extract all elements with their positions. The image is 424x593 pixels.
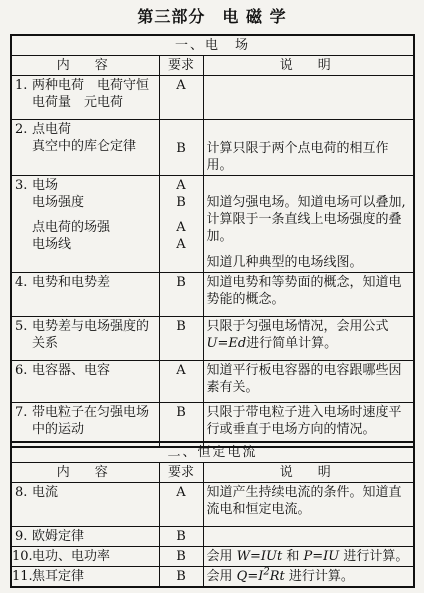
item-text: 电势和电势差	[32, 275, 111, 290]
explanation-text: 只限于带电粒子进入电场时速度平行或垂直于电场方向的情况。	[203, 403, 414, 447]
formula: W=IUt	[236, 549, 283, 564]
item-text: 电势差与电场强度的关系	[32, 319, 150, 351]
section-title: 一、电 场	[11, 35, 414, 56]
item-number: 4.	[15, 275, 28, 290]
explanation-text: 只限于匀强电场情况，会用公式 U=Ed进行简单计算。	[203, 317, 414, 361]
table-row	[11, 273, 414, 317]
table-row	[11, 483, 414, 527]
header-requirement: 要求	[159, 56, 203, 76]
section-title: 二、恒定电流	[11, 442, 414, 463]
requirement-level: B	[159, 273, 203, 317]
formula: $Q=I^2Rt$	[236, 566, 285, 584]
header-content: 内 容	[11, 56, 159, 76]
item-number: 1.	[15, 78, 28, 93]
requirement-level: B	[159, 527, 203, 547]
table-row	[11, 403, 414, 447]
explanation-text: 计算只限于两个点电荷的相互作用。	[203, 120, 414, 176]
item-text: 焦耳定律	[32, 569, 85, 584]
item-number: 8.	[15, 485, 28, 500]
requirement-level: A	[176, 220, 186, 235]
item-text: 欧姆定律	[32, 529, 85, 544]
formula: P=IU	[303, 549, 340, 564]
explanation-text: 知道产生持续电流的条件。知道直流电和恒定电流。	[203, 483, 414, 527]
item-text: 点电荷	[32, 122, 72, 137]
item-text: 电场线	[32, 237, 72, 252]
explanation-text: 会用 W=IUt 和 P=IU 进行计算。	[203, 547, 414, 567]
requirement-level: A	[176, 237, 186, 252]
requirement-level: A	[159, 76, 203, 120]
requirement-level: B	[159, 120, 203, 176]
item-number: 3.	[15, 178, 28, 193]
requirement-level: A	[159, 361, 203, 403]
item-number: 11.	[12, 569, 33, 584]
item-text: 电流	[32, 485, 59, 500]
requirement-level: A	[159, 483, 203, 527]
explanation-text: 知道平行板电容器的电容跟哪些因素有关。	[203, 361, 414, 403]
explanation-text: 会用 $Q=I^2Rt$ 进行计算。	[203, 567, 414, 588]
requirement-level: A	[176, 178, 186, 193]
table-row	[11, 120, 414, 176]
header-content: 内 容	[11, 463, 159, 483]
requirement-level: B	[159, 403, 203, 447]
table-row	[11, 361, 414, 403]
requirement-level: B	[159, 547, 203, 567]
table-row	[11, 76, 414, 120]
item-text: 电场	[32, 178, 59, 193]
explanation-text	[203, 76, 414, 120]
explanation-text: 知道匀强电场。知道电场可以叠加,计算限于一条直线上电场强度的叠加。	[206, 195, 406, 244]
item-text: 电容器、电容	[32, 363, 111, 378]
steady-current-table	[10, 441, 415, 588]
item-text: 电场强度	[32, 195, 85, 210]
table-row	[11, 567, 414, 588]
item-number: 5.	[15, 319, 28, 334]
header-explanation: 说 明	[203, 463, 414, 483]
header-explanation: 说 明	[203, 56, 414, 76]
explanation-text: 知道电势和等势面的概念，知道电势能的概念。	[203, 273, 414, 317]
item-number: 9.	[15, 529, 28, 544]
item-text: 电荷量 元电荷	[32, 95, 124, 110]
item-number: 7.	[15, 405, 28, 420]
explanation-text: 知道几种典型的电场线图。	[206, 255, 363, 270]
item-text: 带电粒子在匀强电场中的运动	[32, 405, 150, 437]
electric-field-table	[10, 34, 415, 448]
item-text: 真空中的库仑定律	[32, 139, 137, 154]
item-number: 2.	[15, 122, 28, 137]
formula: U=Ed	[206, 336, 247, 351]
header-requirement: 要求	[159, 463, 203, 483]
page-title: 第三部分 电 磁 学	[137, 7, 287, 26]
requirement-level: B	[159, 317, 203, 361]
requirement-level: B	[176, 195, 186, 210]
item-text: 点电荷的场强	[32, 220, 111, 235]
item-number: 6.	[15, 363, 28, 378]
table-row	[11, 527, 414, 547]
item-number: 10.	[12, 549, 33, 564]
requirement-level: B	[159, 567, 203, 588]
table-row	[11, 317, 414, 361]
item-text: 电功、电功率	[32, 549, 111, 564]
explanation-text	[203, 527, 414, 547]
table-row	[11, 547, 414, 567]
item-text: 两种电荷 电荷守恒	[32, 78, 150, 93]
table-row	[11, 176, 414, 273]
